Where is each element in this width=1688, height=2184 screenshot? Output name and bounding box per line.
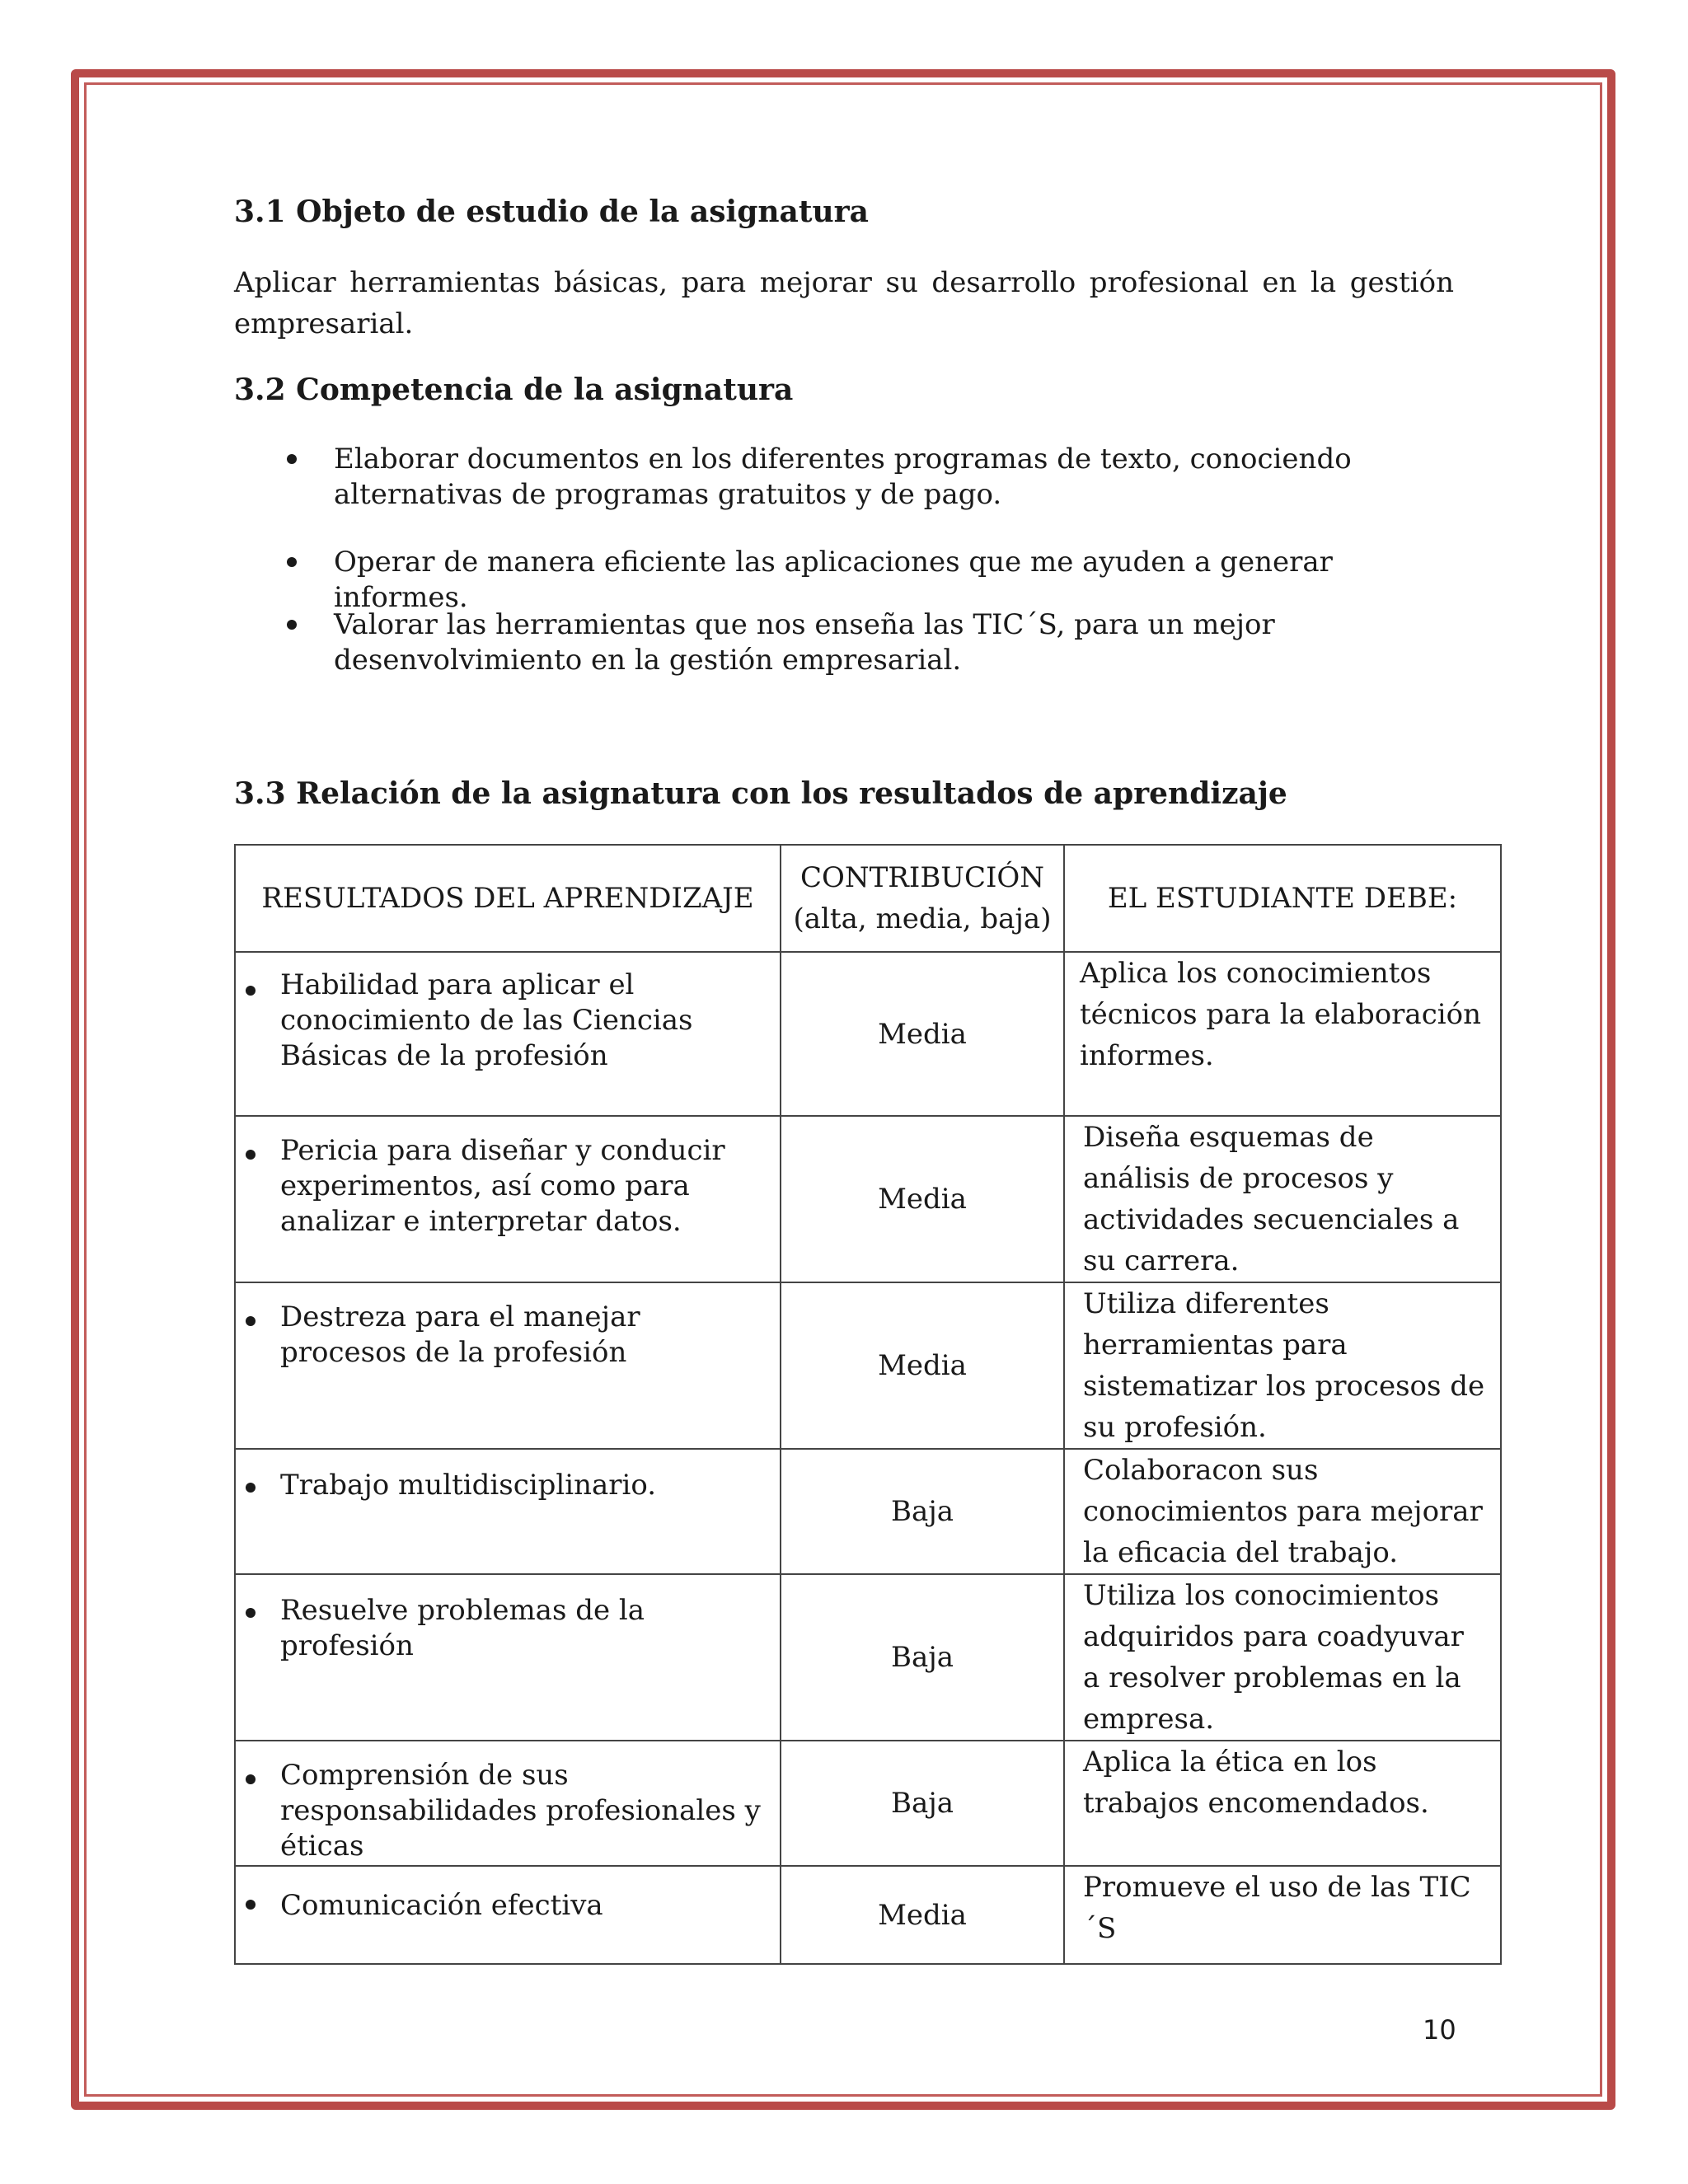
student-cell: Promueve el uso de las TIC´S — [1064, 1866, 1501, 1964]
table-header-row — [235, 845, 1501, 952]
result-cell: Pericia para diseñar y conducir experimentos, así como para analizar e interpretar datos. — [280, 1134, 725, 1238]
student-cell: Utiliza diferentes herramientas para sistematizar los procesos de su profesión. — [1064, 1282, 1501, 1449]
result-cell: Trabajo multidisciplinario. — [280, 1469, 657, 1502]
result-cell: Destreza para el manejar procesos de la profesión — [280, 1301, 640, 1369]
list-item: Elaborar documentos en los diferentes programas de texto, conociendo alternativas de programas gratuitos y de pago. — [234, 442, 1454, 513]
bullet-icon — [246, 1316, 256, 1326]
section-3-2-heading: 3.2 Competencia de la asignatura — [234, 373, 794, 407]
result-cell: Comunicación efectiva — [280, 1889, 603, 1922]
contribution-cell: Media — [781, 1116, 1064, 1282]
table-row — [235, 1866, 1501, 1964]
table-row — [235, 952, 1501, 1116]
table-row — [235, 1282, 1501, 1449]
table-row — [235, 1574, 1501, 1741]
section-3-1-heading: 3.1 Objeto de estudio de la asignatura — [234, 194, 869, 229]
list-item: Valorar las herramientas que nos enseña las TIC´S, para un mejor desenvolvimiento en la gestión empresarial. — [234, 607, 1454, 678]
header-contribution-line1: CONTRIBUCIÓN — [799, 861, 1045, 894]
bullet-icon — [246, 986, 256, 996]
learning-outcomes-table — [234, 844, 1502, 1965]
contribution-cell: Baja — [781, 1741, 1064, 1866]
list-item: Operar de manera eficiente las aplicaciones que me ayuden a generar informes. — [234, 545, 1454, 616]
bullet-icon — [246, 1150, 256, 1160]
table-row — [235, 1741, 1501, 1866]
section-3-3-heading: 3.3 Relación de la asignatura con los resultados de aprendizaje — [234, 776, 1287, 811]
result-cell: Habilidad para aplicar el conocimiento de las Ciencias Básicas de la profesión — [280, 968, 693, 1072]
contribution-cell: Media — [781, 1282, 1064, 1449]
header-contribution — [781, 845, 1064, 952]
contribution-cell: Media — [781, 952, 1064, 1116]
student-cell: Aplica la ética en los trabajos encomendados. — [1064, 1741, 1501, 1866]
result-cell: Comprensión de sus responsabilidades profesionales y éticas — [280, 1759, 761, 1863]
student-cell: Aplica los conocimientos técnicos para la elaboración informes. — [1064, 952, 1501, 1116]
header-results: RESULTADOS DEL APRENDIZAJE — [235, 845, 781, 952]
header-contribution-line2: (alta, media, baja) — [793, 902, 1052, 935]
contribution-cell: Media — [781, 1866, 1064, 1964]
table-row — [235, 1449, 1501, 1574]
page-number: 10 — [1423, 2014, 1456, 2046]
contribution-cell: Baja — [781, 1574, 1064, 1741]
bullet-icon — [246, 1900, 256, 1910]
table-row — [235, 1116, 1501, 1282]
contribution-cell: Baja — [781, 1449, 1064, 1574]
student-cell: Colaboracon sus conocimientos para mejorar la eficacia del trabajo. — [1064, 1449, 1501, 1574]
result-cell: Resuelve problemas de la profesión — [280, 1594, 645, 1662]
header-student-must: EL ESTUDIANTE DEBE: — [1064, 845, 1501, 952]
section-3-1-text: Aplicar herramientas básicas, para mejorar su desarrollo profesional en la gestión empresarial. — [234, 266, 1454, 340]
bullet-icon — [246, 1774, 256, 1784]
bullet-icon — [246, 1483, 256, 1493]
bullet-icon — [246, 1608, 256, 1618]
student-cell: Utiliza los conocimientos adquiridos para coadyuvar a resolver problemas en la empresa. — [1064, 1574, 1501, 1741]
student-cell: Diseña esquemas de análisis de procesos y actividades secuenciales a su carrera. — [1064, 1116, 1501, 1282]
